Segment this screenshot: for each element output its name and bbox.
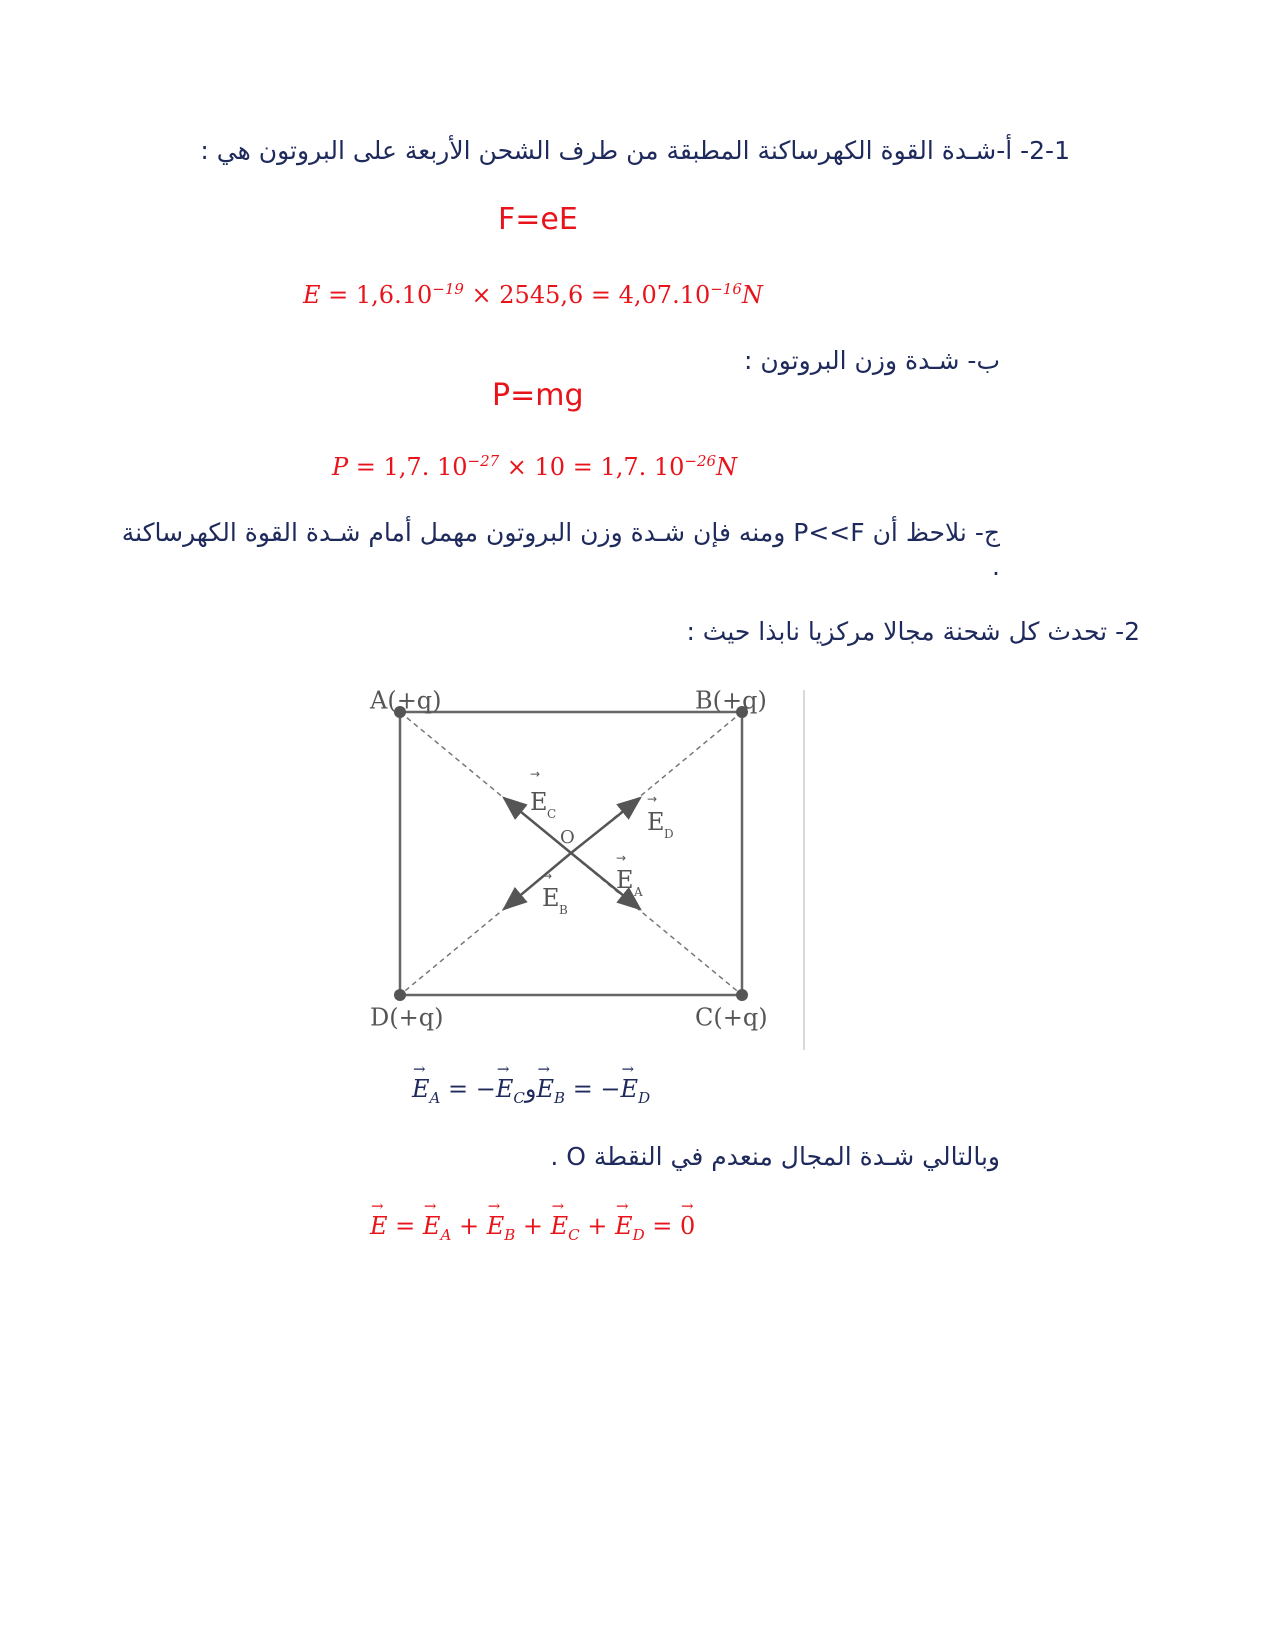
force-calc-exp2: −16: [710, 280, 742, 298]
vec-ed: → $E_D$: [621, 1075, 651, 1107]
weight-calc-rest: = 1,7. 10: [355, 453, 468, 481]
vec-b-sub: B: [559, 903, 568, 917]
vec-a-letter: E: [616, 866, 634, 894]
relation-and: و: [524, 1075, 537, 1103]
label-o: O: [560, 827, 575, 848]
force-calculation: [303, 280, 763, 309]
force-calc-mid: × 2545,6 = 4,07.10: [471, 281, 711, 309]
vector-ed-arrow: [571, 798, 640, 853]
vec-eb: → $E_B$: [536, 1075, 565, 1107]
formula-weight: P=mg: [492, 378, 584, 413]
vec-ea: → $E_A$: [412, 1075, 440, 1107]
comparison-note-end: .: [992, 552, 1000, 581]
vec-c-letter: E: [530, 788, 548, 816]
svg-text:→: →: [616, 851, 627, 865]
sum-ec: → $E_C$: [551, 1212, 580, 1244]
svg-text:→: →: [647, 792, 658, 806]
force-calc-rest: = 1,6.10: [328, 281, 433, 309]
weight-heading: ب- شـدة وزن البروتون :: [744, 346, 1000, 375]
weight-calculation: [332, 452, 737, 481]
force-calc-unit: N: [741, 281, 763, 309]
formula-force: F=eE: [498, 202, 578, 237]
weight-calc-mid: × 10 = 1,7. 10: [506, 453, 685, 481]
sum-zero: → 0: [680, 1212, 695, 1240]
charge-d-dot: [394, 989, 406, 1001]
section-2-heading: 2- تحدث كل شحنة مجالا مركزيا نابذا حيث :: [686, 617, 1140, 646]
force-calc-exp1: −19: [432, 280, 464, 298]
weight-calc-unit: N: [716, 453, 738, 481]
sum-ed: → $E_D$: [615, 1212, 645, 1244]
vector-eb-arrow: [504, 853, 571, 909]
vec-d-letter: E: [647, 808, 665, 836]
weight-calc-exp2: −26: [684, 452, 717, 470]
vector-ea-label: [616, 851, 643, 899]
conclusion: وبالتالي شـدة المجال منعدم في النقطة O .: [550, 1142, 1000, 1171]
vec-a-sub: A: [634, 885, 643, 899]
svg-text:→: →: [530, 767, 541, 781]
charge-c-dot: [736, 989, 748, 1001]
label-d: D(+q): [370, 1003, 444, 1032]
weight-calc-lhs: P: [332, 453, 349, 481]
weight-calc-exp1: −27: [467, 452, 500, 470]
force-calc-lhs: E: [303, 281, 321, 309]
label-c: C(+q): [695, 1003, 768, 1032]
svg-text:→: →: [542, 869, 553, 883]
vector-ec-label: [530, 767, 556, 821]
vec-c-sub: C: [547, 807, 557, 821]
vector-relation: → $E_A$ = −→ $E_Cو\to E_B$ = −→ $E_D$: [412, 1075, 650, 1107]
charges-square-diagram: [360, 690, 810, 1050]
vec-b-letter: E: [542, 884, 560, 912]
comparison-note: ج- نلاحظ أن P<<F ومنه فإن شـدة وزن البروتون مهمل أمام شـدة القوة الكهرساكنة: [121, 518, 1000, 547]
vec-ec: → $E_C$: [496, 1075, 525, 1107]
sum-ea: → $E_A$: [423, 1212, 451, 1244]
vec-e-total: → E: [370, 1212, 388, 1240]
section-1-heading: 2-1- أ-شـدة القوة الكهرساكنة المطبقة من طرف الشحن الأربعة على البروتون هي :: [200, 136, 1070, 165]
sum-eb: → $E_B$: [487, 1212, 516, 1244]
label-a: A(+q): [370, 690, 442, 715]
vec-d-sub: D: [664, 827, 674, 841]
vector-eb-label: [542, 869, 568, 917]
final-vector-sum: → E = → $E_A$ + → $E_B$ + → $E_C$ + → $E_D$ = → 0: [370, 1212, 695, 1244]
vector-ed-label: [647, 792, 674, 841]
label-b: B(+q): [695, 690, 767, 715]
